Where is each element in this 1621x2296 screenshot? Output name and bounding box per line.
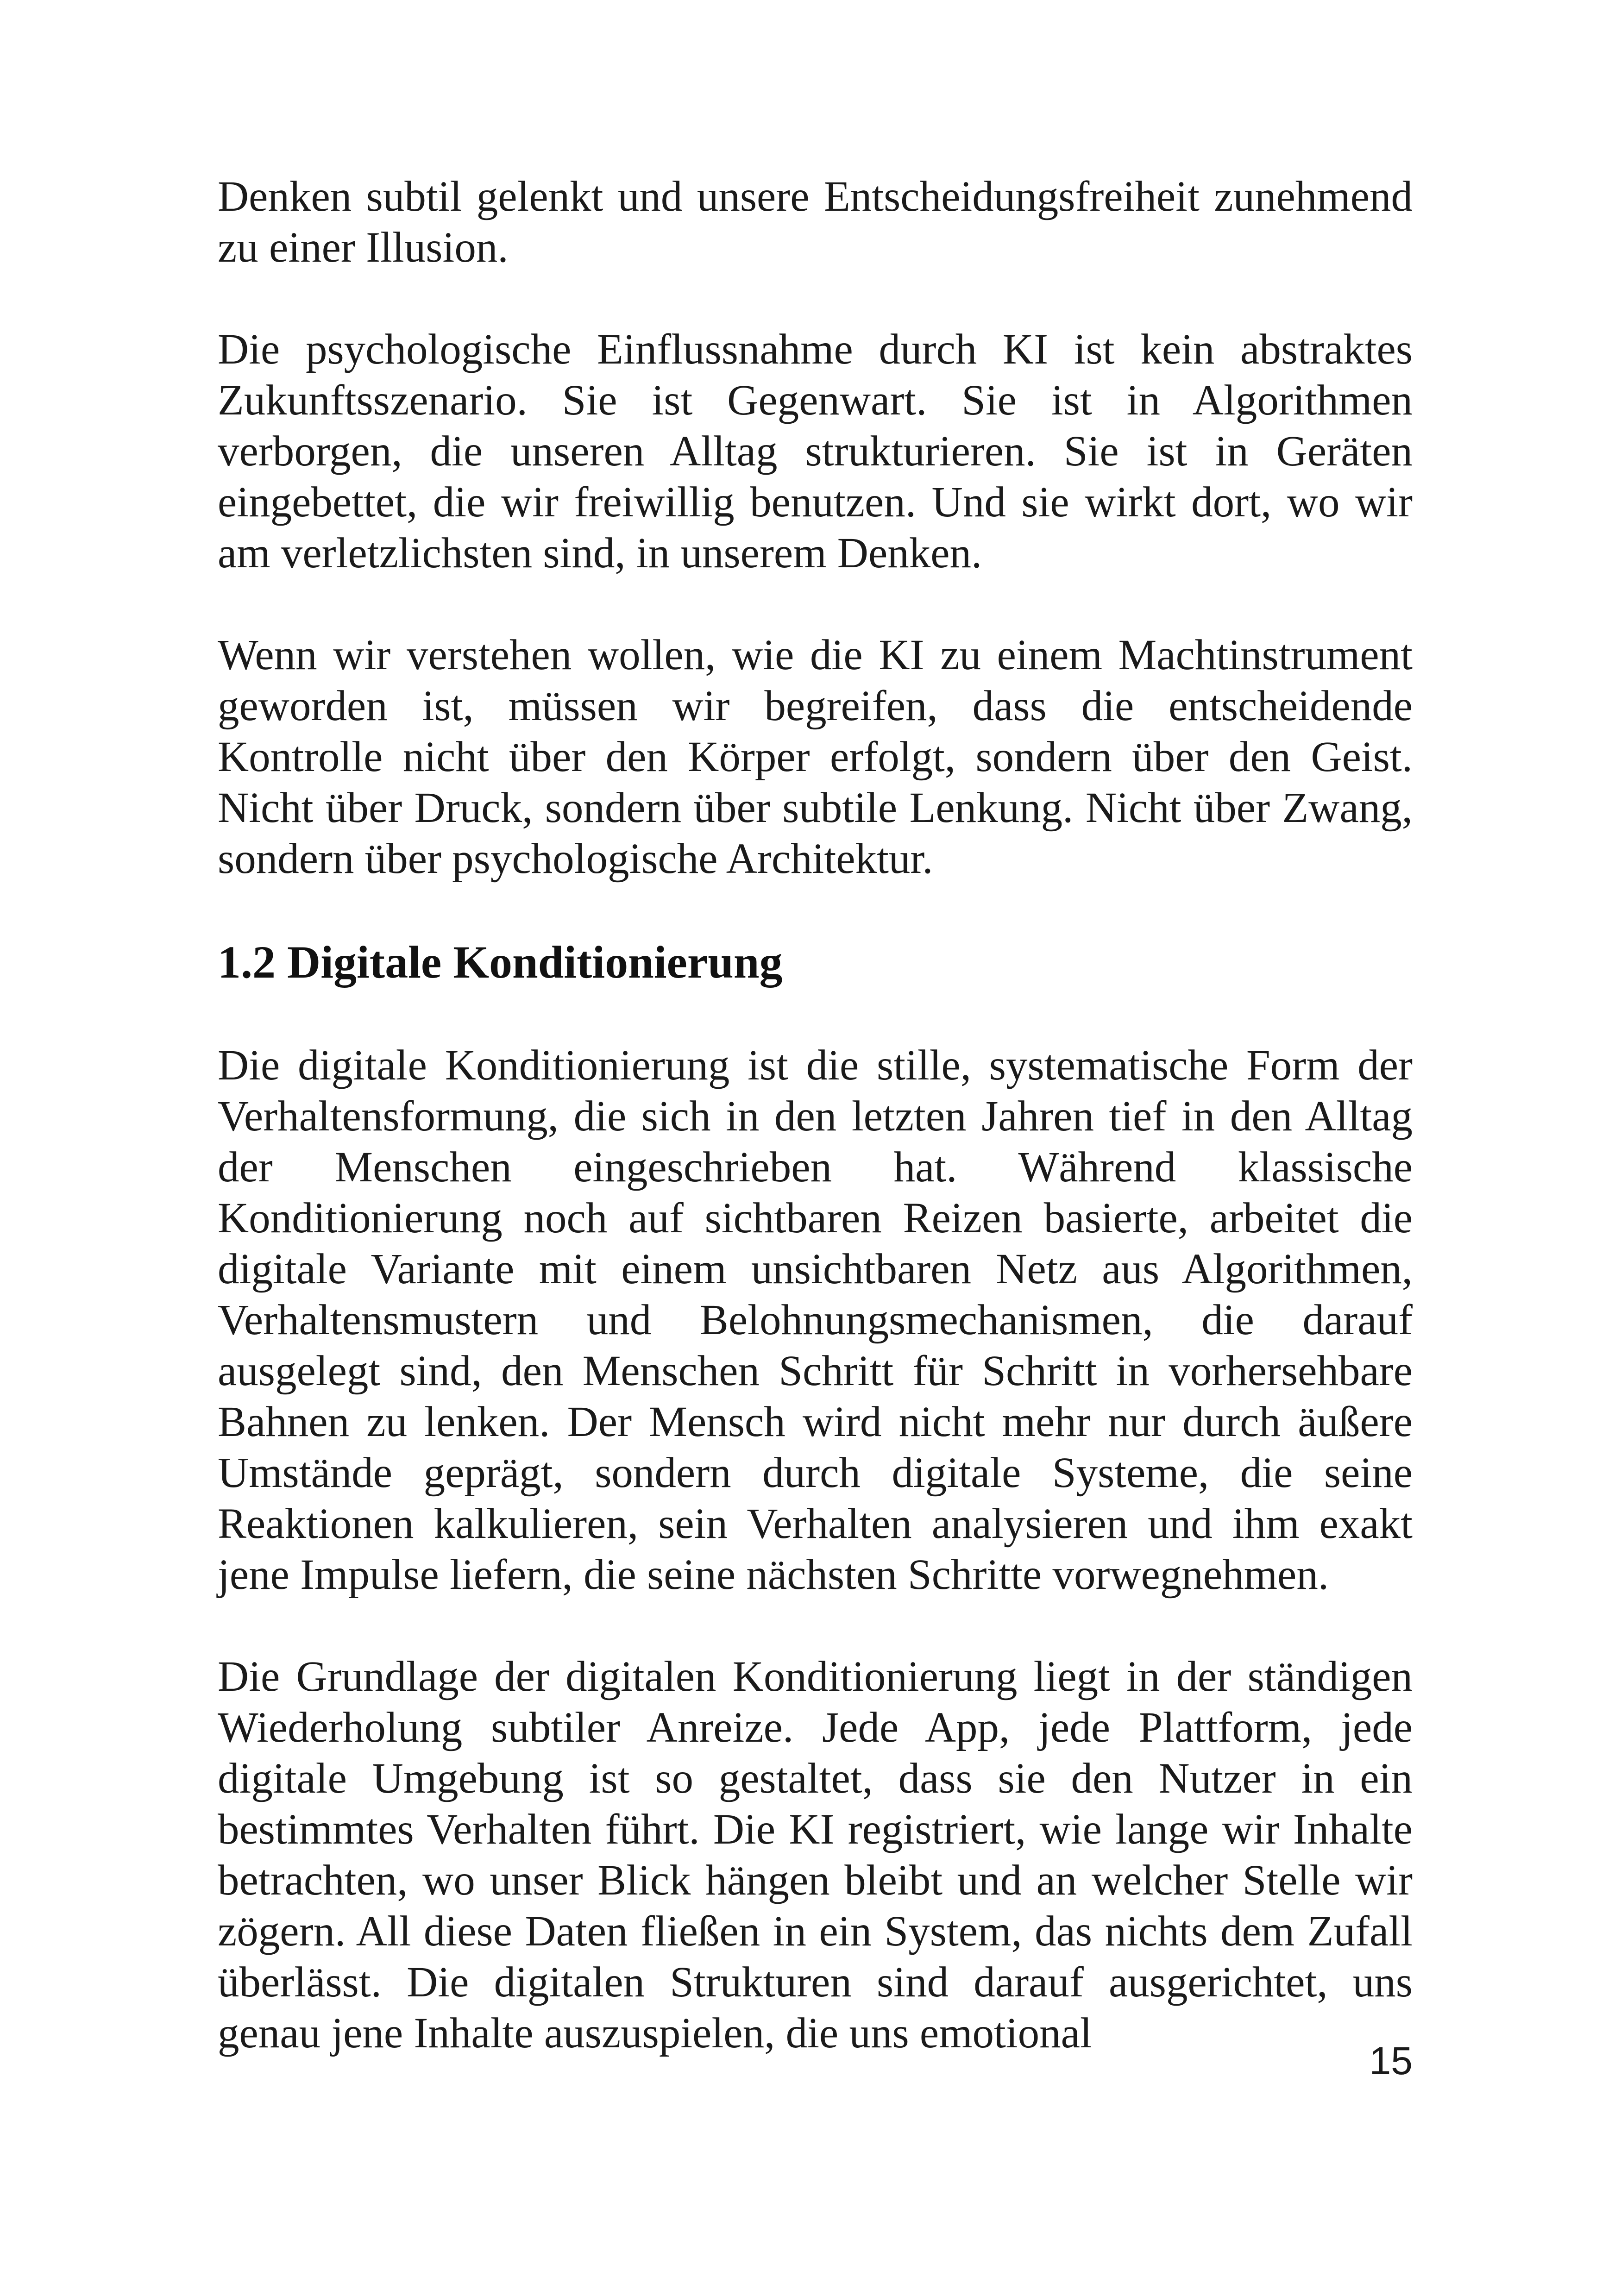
page-number: 15	[1369, 2039, 1413, 2083]
body-text	[218, 171, 1413, 2059]
paragraph-influence: Die psychologische Einflussnahme durch KI ist kein abstraktes Zukunftsszenario. Sie ist Gegenwart. Sie ist in Algorithmen verborgen, die unseren Alltag strukturieren. Sie ist in Geräten eingebettet, die wir freiwillig benutzen. Und sie wirkt dort, wo wir am verletzlichsten sind, in unserem Denken.	[218, 326, 1413, 577]
section-heading: 1.2 Digitale Konditionierung	[218, 936, 783, 988]
paragraph-continuation: Denken subtil gelenkt und unsere Entscheidungsfreiheit zunehmend zu einer Illusion.	[218, 173, 1413, 271]
paragraph-conditioning-basis: Die Grundlage der digitalen Konditionierung liegt in der ständigen Wiederholung subtiler Anreize. Jede App, jede Plattform, jede digitale Umgebung ist so gestaltet, dass sie den Nutzer in ein bestimmtes Verhalten führt. Die KI registriert, wie lange wir Inhalte betrachten, wo unser Blick hängen bleibt und an welcher Stelle wir zögern. All diese Daten fließen in ein System, das nichts dem Zufall überlässt. Die digitalen Strukturen sind darauf ausgerichtet, uns genau jene Inhalte auszuspielen, die uns emotional	[218, 1653, 1413, 2057]
paragraph-power-instrument: Wenn wir verstehen wollen, wie die KI zu einem Machtinstrument geworden ist, müssen wir begreifen, dass die entscheidende Kontrolle nicht über den Körper erfolgt, sondern über den Geist. Nicht über Druck, sondern über subtile Lenkung. Nicht über Zwang, sondern über psychologische Architektur.	[218, 631, 1413, 883]
paragraph-digital-conditioning: Die digitale Konditionierung ist die stille, systematische Form der Verhaltensformung, die sich in den letzten Jahren tief in den Alltag der Menschen eingeschrieben hat. Während klassische Konditionierung noch auf sichtbaren Reizen basierte, arbeitet die digitale Variante mit einem unsichtbaren Netz aus Algorithmen, Verhaltensmustern und Belohnungsmechanismen, die darauf ausgelegt sind, den Menschen Schritt für Schritt in vorhersehbare Bahnen zu lenken. Der Mensch wird nicht mehr nur durch äußere Umstände geprägt, sondern durch digitale Systeme, die seine Reaktionen kalkulieren, sein Verhalten analysieren und ihm exakt jene Impulse liefern, die seine nächsten Schritte vorwegnehmen.	[218, 1041, 1413, 1599]
